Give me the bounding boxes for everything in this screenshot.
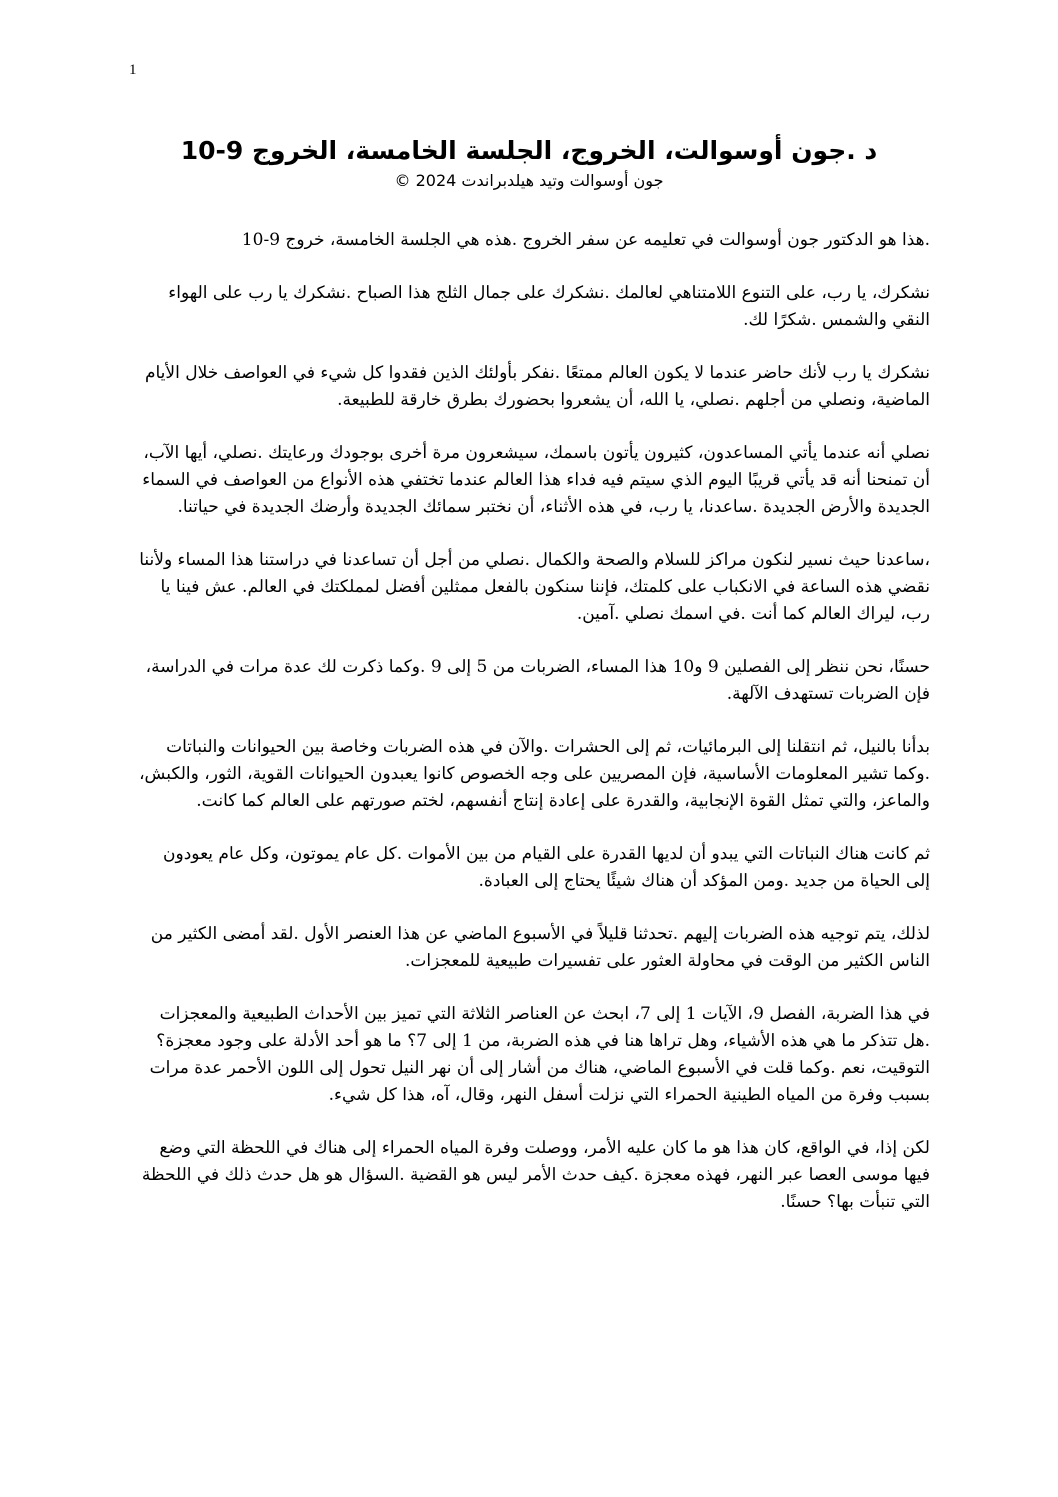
paragraph: لذلك، يتم توجيه هذه الضربات إليهم .تحدثنا قليلاً في الأسبوع الماضي عن هذا العنصر الأول .لقد أمضى الكثير من الناس الكثير من الوقت في محاولة العثور على تفسيرات طبيعية للمعجزات. <box>150 924 930 971</box>
paragraph: في هذا الضربة، الفصل 9، الآيات 1 إلى 7، ابحث عن العناصر الثلاثة التي تميز بين الأحداث الطبيعية والمعجزات .هل تتذكر ما هي هذه الأشياء، وهل تراها هنا في هذه الضربة، من 1 إلى 7؟ ما هو أحد الأدلة على وجود معجزة؟ التوقيت، نعم .وكما قلت في الأسبوع الماضي، هناك من أشار إلى أن نهر النيل تحول إلى اللون الأحمر عدة مرات بسبب وفرة من المياه الطينية الحمراء التي نزلت أسفل النهر، وقال، آه، هذا كل شيء. <box>149 1004 930 1105</box>
paragraph: لكن إذا، في الواقع، كان هذا هو ما كان عليه الأمر، ووصلت وفرة المياه الحمراء إلى هناك في اللحظة التي وضع فيها موسى العصا عبر النهر، فهذه معجزة .كيف حدث الأمر ليس هو القضية .السؤال هو هل حدث ذلك في اللحظة التي تنبأت بها؟ حسنًا. <box>141 1138 930 1212</box>
paragraph: نشكرك، يا رب، على التنوع اللامتناهي لعالمك .نشكرك على جمال الثلج هذا الصباح .نشكرك يا رب على الهواء النقي والشمس .شكرًا لك. <box>168 283 930 330</box>
paragraph: ،ساعدنا حيث نسير لنكون مراكز للسلام والصحة والكمال .نصلي من أجل أن تساعدنا في دراستنا هذا المساء ولأننا نقضي هذه الساعة في الانكباب على كلمتك، فإننا سنكون بالفعل ممثلين أفضل لمملكتك في العالم. عش فينا يا رب، ليراك العالم كما أنت .في اسمك نصلي .آمين. <box>139 550 930 624</box>
paragraph: حسنًا، نحن ننظر إلى الفصلين 9 و10 هذا المساء، الضربات من 5 إلى 9 .وكما ذكرت لك عدة مرات في الدراسة، فإن الضربات تستهدف الآلهة. <box>145 657 930 704</box>
paragraph: نشكرك يا رب لأنك حاضر عندما لا يكون العالم ممتعًا .نفكر بأولئك الذين فقدوا كل شيء في العواصف خلال الأيام الماضية، ونصلي من أجلهم .نصلي، يا الله، أن يشعروا بحضورك بطرق خارقة للطبيعة. <box>144 363 930 410</box>
document-title: د .جون أوسوالت، الخروج، الجلسة الخامسة، الخروج 9-10 <box>180 136 878 165</box>
paragraph: بدأنا بالنيل، ثم انتقلنا إلى البرمائيات، ثم إلى الحشرات .والآن في هذه الضربات وخاصة بين الحيوانات والنباتات .وكما تشير المعلومات الأساسية، فإن المصريين على وجه الخصوص كانوا يعبدون الحيوانات القوية، الثور، والكبش، والماعز، والتي تمثل القوة الإنجابية، والقدرة على إعادة إنتاج أنفسهم، لختم صورتهم على العالم كما كانت. <box>139 737 930 811</box>
document-header <box>140 133 918 193</box>
document-body <box>135 227 930 1242</box>
page-number: 1 <box>129 62 137 78</box>
copyright-line: جون أوسوالت وتيد هيلدبراندت 2024 © <box>394 171 664 190</box>
paragraph: .هذا هو الدكتور جون أوسوالت في تعليمه عن سفر الخروج .هذه هي الجلسة الخامسة، خروج 9-10 <box>241 230 930 250</box>
paragraph: نصلي أنه عندما يأتي المساعدون، كثيرون يأتون باسمك، سيشعرون مرة أخرى بوجودك ورعايتك .نصلي، أيها الآب، أن تمنحنا أنه قد يأتي قريبًا اليوم الذي سيتم فيه فداء هذا العالم عندما تختفي هذه الأنواع من العواصف في السماء الجديدة والأرض الجديدة .ساعدنا، يا رب، في هذه الأثناء، أن نختبر سمائك الجديدة وأرضك الجديدة في حياتنا. <box>142 443 930 517</box>
paragraph: ثم كانت هناك النباتات التي يبدو أن لديها القدرة على القيام من بين الأموات .كل عام يموتون، وكل عام يعودون إلى الحياة من جديد .ومن المؤكد أن هناك شيئًا يحتاج إلى العبادة. <box>163 844 930 891</box>
